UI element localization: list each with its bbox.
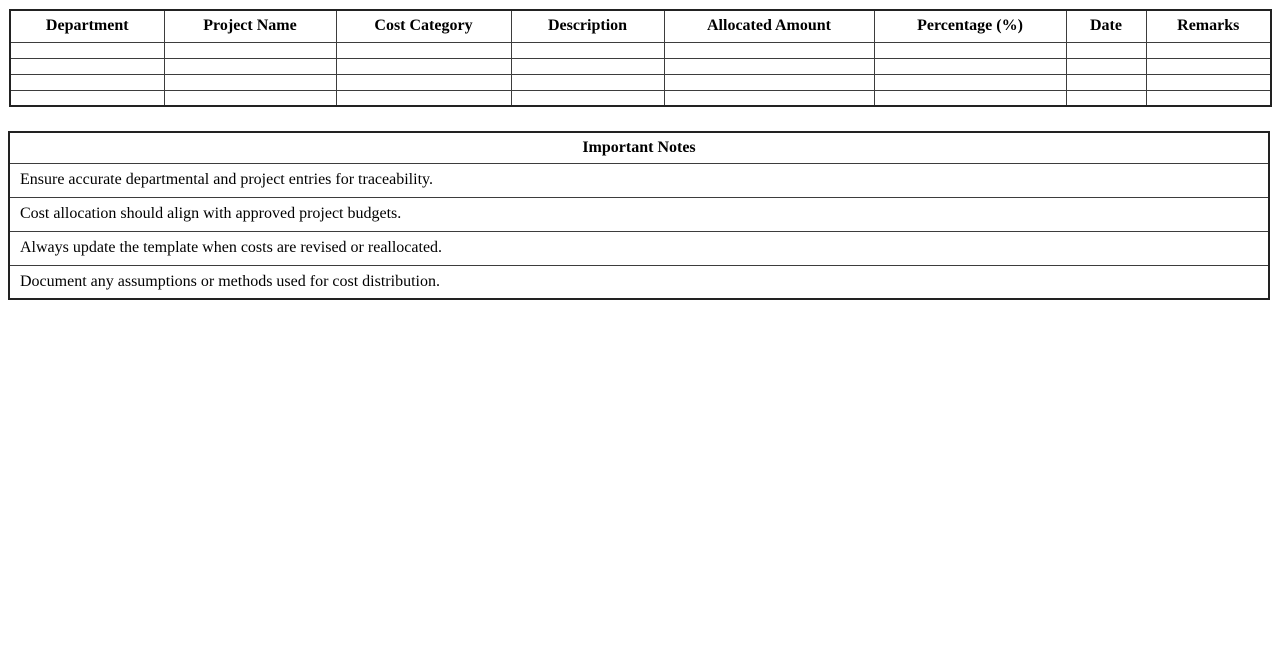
table-row (10, 42, 1271, 58)
empty-cell (664, 58, 874, 74)
empty-cell (1146, 90, 1271, 106)
header-row (10, 10, 1271, 42)
notes-title-row (9, 132, 1269, 163)
notes-title: Important Notes (9, 132, 1269, 163)
column-header-description: Description (511, 10, 664, 42)
note-item: Always update the template when costs are revised or reallocated. (9, 231, 1269, 265)
empty-cell (10, 58, 164, 74)
column-header-remarks: Remarks (1146, 10, 1271, 42)
empty-cell (336, 90, 511, 106)
column-header-project-name: Project Name (164, 10, 336, 42)
empty-cell (1146, 74, 1271, 90)
cost-allocation-table (9, 9, 1272, 107)
empty-cell (664, 90, 874, 106)
note-row (9, 163, 1269, 197)
empty-cell (874, 90, 1066, 106)
table-row (10, 74, 1271, 90)
empty-cell (511, 58, 664, 74)
note-item: Cost allocation should align with approved project budgets. (9, 197, 1269, 231)
empty-cell (336, 58, 511, 74)
empty-cell (1146, 42, 1271, 58)
empty-cell (511, 90, 664, 106)
column-header-percentage: Percentage (%) (874, 10, 1066, 42)
empty-cell (874, 74, 1066, 90)
empty-cell (164, 58, 336, 74)
empty-cell (1066, 90, 1146, 106)
note-item: Document any assumptions or methods used for cost distribution. (9, 265, 1269, 299)
table-row (10, 58, 1271, 74)
empty-cell (511, 74, 664, 90)
empty-cell (10, 90, 164, 106)
note-row (9, 231, 1269, 265)
column-header-date: Date (1066, 10, 1146, 42)
empty-cell (336, 74, 511, 90)
empty-cell (874, 58, 1066, 74)
column-header-allocated-amount: Allocated Amount (664, 10, 874, 42)
column-header-cost-category: Cost Category (336, 10, 511, 42)
empty-cell (1066, 42, 1146, 58)
empty-cell (164, 74, 336, 90)
empty-cell (1066, 74, 1146, 90)
empty-cell (511, 42, 664, 58)
empty-cell (336, 42, 511, 58)
note-row (9, 197, 1269, 231)
empty-cell (1066, 58, 1146, 74)
important-notes-table (8, 131, 1270, 300)
empty-cell (164, 90, 336, 106)
column-header-department: Department (10, 10, 164, 42)
table-row (10, 90, 1271, 106)
empty-cell (1146, 58, 1271, 74)
empty-cell (664, 42, 874, 58)
empty-cell (164, 42, 336, 58)
empty-cell (874, 42, 1066, 58)
empty-cell (664, 74, 874, 90)
empty-cell (10, 42, 164, 58)
note-item: Ensure accurate departmental and project entries for traceability. (9, 163, 1269, 197)
empty-cell (10, 74, 164, 90)
note-row (9, 265, 1269, 299)
